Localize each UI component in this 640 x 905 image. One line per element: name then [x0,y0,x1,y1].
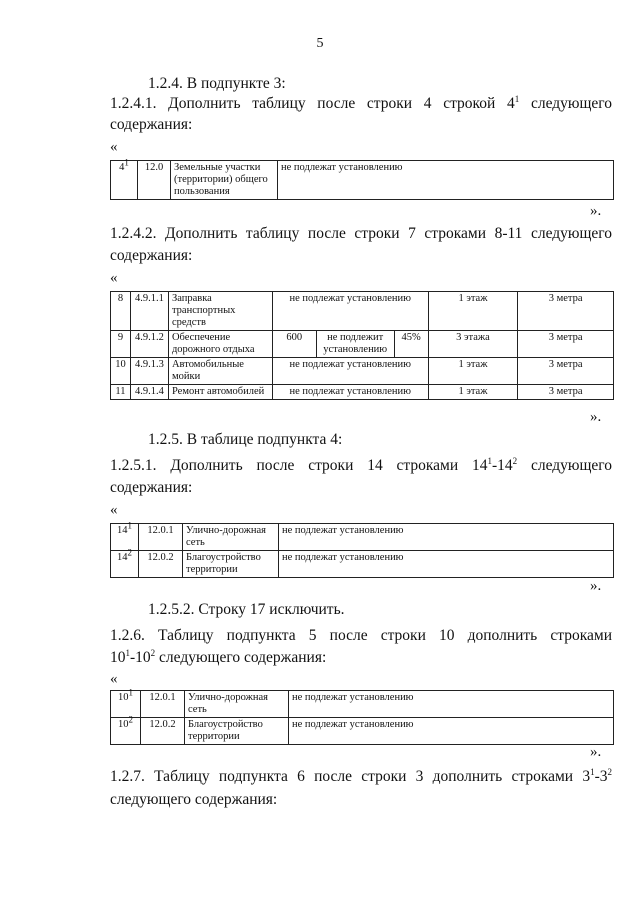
quote-open: « [110,270,118,286]
page-number: 5 [316,36,324,51]
content-label: содержания: [110,247,193,264]
table-cell-num: $10^2$ [111,718,141,745]
para-1-2-7-cont: следующего содержания: [110,791,278,808]
para-1-2-7: 1.2.7. Таблицу подпункта 6 после строки 3 дополнить строками $3^1-3^2$ [110,766,612,785]
table-cell-name: Улично-дорожная сеть [185,691,289,718]
table-cell-floors: 3 этажа [428,331,518,358]
table-cell-value: не подлежат установлению [279,524,614,551]
quote-open: « [110,139,118,155]
table-row-4-1 [110,157,614,200]
content-label: содержания: [110,479,193,496]
table-cell-name: Автомобильные мойки [168,358,272,385]
table-cell-name: Земельные участки (территории) общего пользования [171,161,278,200]
table-cell-code: 12.0.1 [139,524,183,551]
table-cell-value: не подлежат установлению [278,161,614,200]
table-rows-8-11 [110,291,614,400]
table-cell-code: 4.9.1.3 [130,358,168,385]
para-1-2-5-2: 1.2.5.2. Строку 17 исключить. [148,601,345,618]
table-cell-name: Заправка транспортных средств [168,292,272,331]
table-cell-floors: 1 этаж [428,358,518,385]
table-row [111,358,614,385]
table-cell-name: Благоустройство территории [185,718,289,745]
table-cell-num: $14^2$ [111,551,139,578]
table-cell-value: не подлежат установлению [279,551,614,578]
table-row [111,691,614,718]
table-cell-height: 3 метра [518,331,614,358]
table-cell-num: 9 [111,331,131,358]
table-rows-10 [110,687,614,745]
para-1-2-6: 1.2.6. Таблицу подпункта 5 после строки 10 дополнить строками [110,627,612,644]
quote-close: ». [590,744,602,760]
table-rows-14 [110,520,614,578]
table-cell-area: 600 [272,331,316,358]
table-row [111,524,614,551]
table-cell-name: Ремонт автомобилей [168,385,272,400]
table-cell-name: Улично-дорожная сеть [183,524,279,551]
para-1-2-4: 1.2.4. В подпункте 3: [148,75,286,92]
table-cell-height: 3 метра [518,358,614,385]
table-cell-code: 4.9.1.2 [130,331,168,358]
quote-open: « [110,671,118,687]
table-cell-value: не подлежат установлению [289,691,614,718]
table-cell-name: Обеспечение дорожного отдыха [168,331,272,358]
table-cell-value: не подлежат установлению [289,718,614,745]
table-row [111,331,614,358]
table-cell-floors: 1 этаж [428,385,518,400]
content-label: содержания: [110,116,193,133]
table-cell-name: Благоустройство территории [183,551,279,578]
table-cell-code: 12.0.1 [141,691,185,718]
table-row [111,385,614,400]
table-cell-value: не подлежат установлению [272,385,428,400]
para-1-2-4-1: 1.2.4.1. Дополнить таблицу после строки 4 строкой $4^1$ следующего [110,93,612,112]
table-cell-percent: 45% [394,331,428,358]
table-cell-value: не подлежат установлению [272,292,428,331]
table-cell-num: $10^1$ [111,691,141,718]
table-cell-num: 10 [111,358,131,385]
table-cell-code: 4.9.1.4 [130,385,168,400]
table-cell-num: 8 [111,292,131,331]
table-cell-value: не подлежит установлению [316,331,394,358]
quote-open: « [110,502,118,518]
para-1-2-5-1: 1.2.5.1. Дополнить после строки 14 строками $14^1-14^2$ следующего [110,455,613,474]
table-cell-num: 11 [111,385,131,400]
table-row [111,292,614,331]
quote-close: ». [590,409,602,425]
table-cell-height: 3 метра [518,385,614,400]
quote-close: ». [590,578,602,594]
table-cell-code: 12.0.2 [141,718,185,745]
table-cell-code: 12.0.2 [139,551,183,578]
para-1-2-4-2: 1.2.4.2. Дополнить таблицу после строки 7 строками 8-11 следующего [110,225,612,242]
table-cell-floors: 1 этаж [428,292,518,331]
table-row [111,551,614,578]
table-cell-value: не подлежат установлению [272,358,428,385]
para-1-2-6-cont: $10^1-10^2$ следующего содержания: [110,647,327,666]
table-cell-code: 4.9.1.1 [130,292,168,331]
table-cell-height: 3 метра [518,292,614,331]
table-cell-num: $4^1$ [111,161,138,200]
table-cell-code: 12.0 [138,161,171,200]
table-row [111,718,614,745]
quote-close: ». [590,203,602,219]
table-cell-num: $14^1$ [111,524,139,551]
para-1-2-5: 1.2.5. В таблице подпункта 4: [148,431,343,448]
